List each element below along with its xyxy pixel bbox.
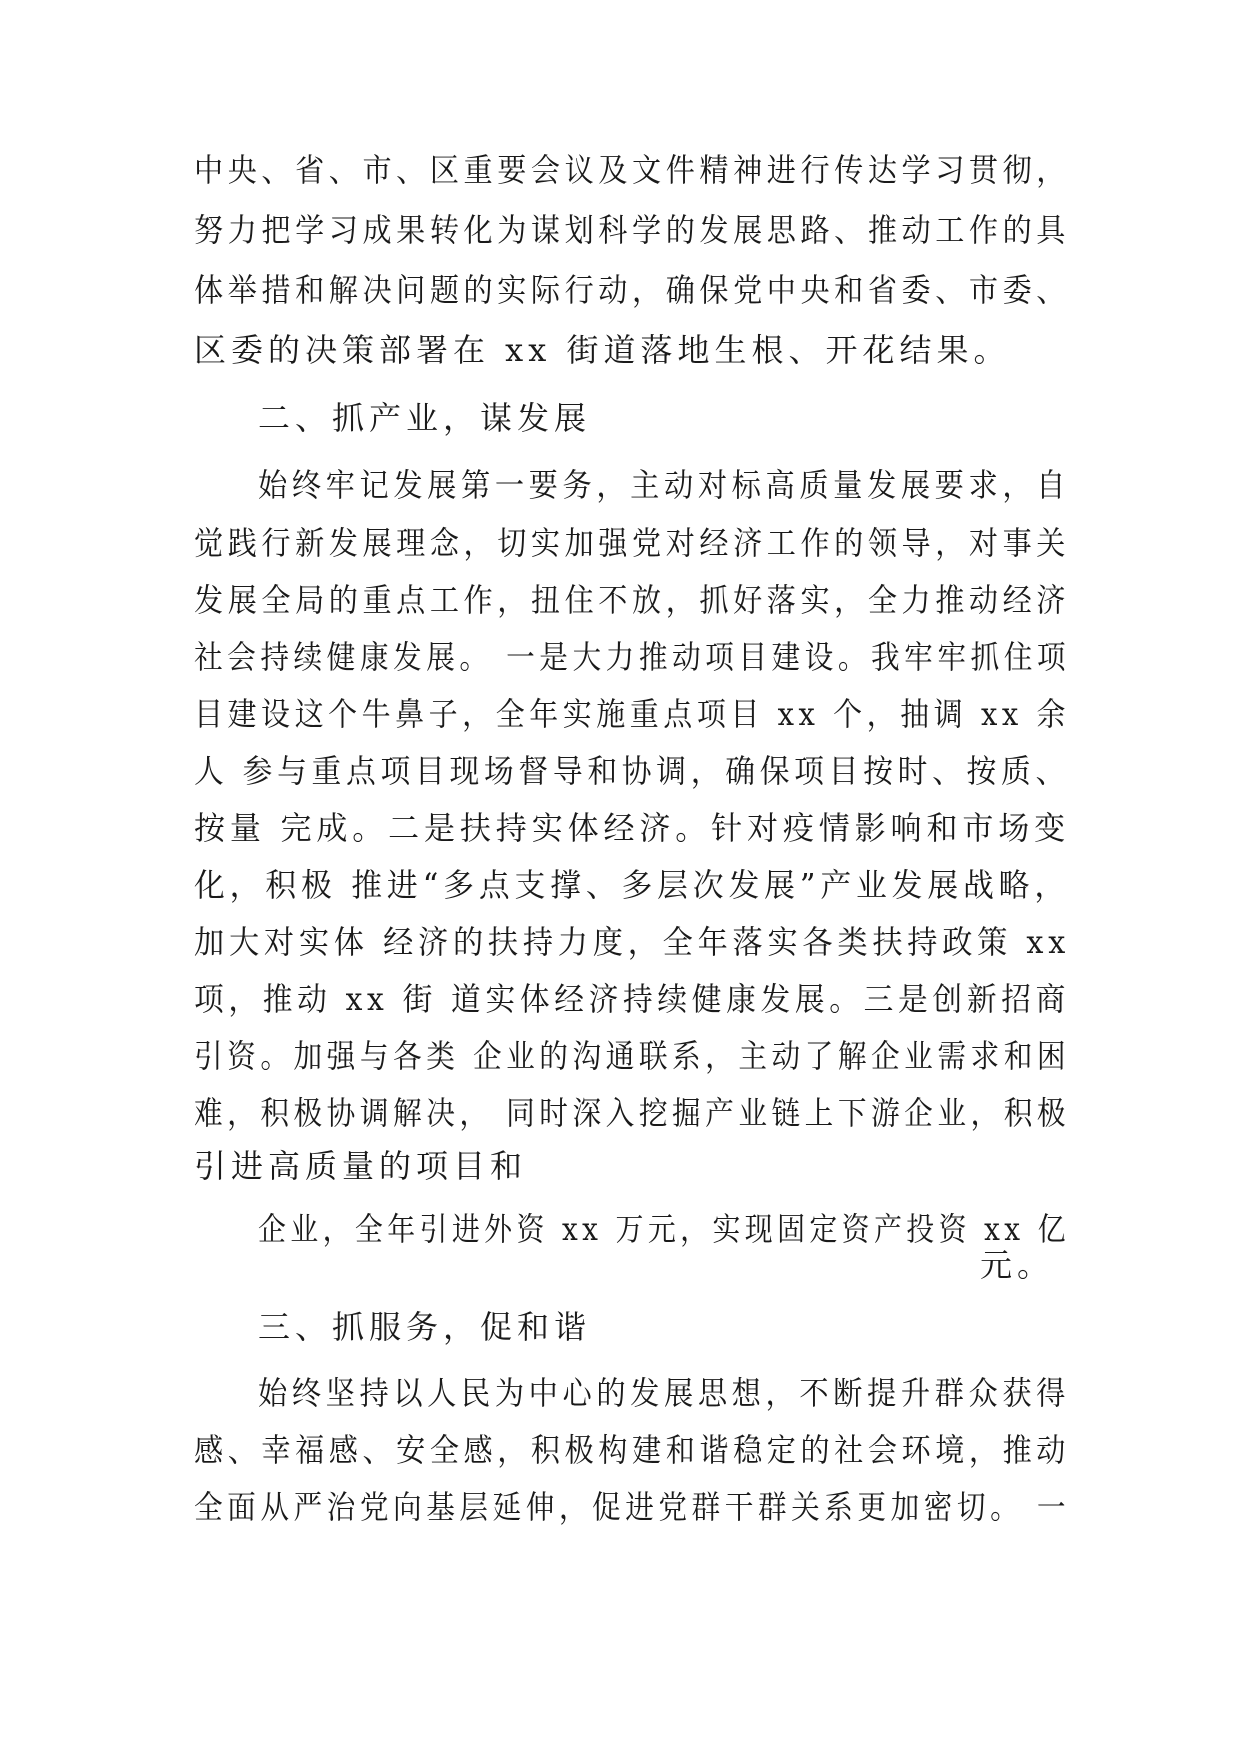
section-heading-2: 二、抓产业，谋发展	[258, 399, 592, 437]
text-line-7: 觉践行新发展理念，切实加强党对经济工作的领导，对事关	[194, 524, 1071, 562]
text-line-12: 按量 完成。二是扶持实体经济。针对疫情影响和市场变	[194, 809, 1071, 847]
text-line-17: 难，积极协调解决， 同时深入挖掘产业链上下游企业，积极	[194, 1094, 1071, 1132]
text-line-15: 项，推动 xx 街 道实体经济持续健康发展。三是创新招商	[194, 980, 1070, 1018]
text-line-2: 努力把学习成果转化为谋划科学的发展思路、推动工作的具	[194, 211, 1071, 249]
text-line-9: 社会持续健康发展。 一是大力推动项目建设。我牢牢抓住项	[194, 638, 1071, 676]
text-line-3: 体举措和解决问题的实际行动，确保党中央和省委、市委、	[194, 271, 1071, 309]
text-line-20: 元。	[979, 1246, 1054, 1284]
section-heading-3: 三、抓服务，促和谐	[258, 1308, 592, 1346]
text-line-10: 目建设这个牛鼻子，全年实施重点项目 xx 个，抽调 xx 余	[194, 695, 1071, 733]
text-line-22: 始终坚持以人民为中心的发展思想，不断提升群众获得	[258, 1374, 1071, 1412]
text-line-24: 全面从严治党向基层延伸，促进党群干群关系更加密切。 一	[194, 1488, 1071, 1526]
text-line-1: 中央、省、市、区重要会议及文件精神进行传达学习贯彻，	[194, 151, 1071, 189]
text-line-6: 始终牢记发展第一要务，主动对标高质量发展要求，自	[258, 466, 1071, 504]
text-line-8: 发展全局的重点工作，扭住不放，抓好落实，全力推动经济	[194, 581, 1071, 619]
text-line-11: 人 参与重点项目现场督导和协调，确保项目按时、按质、	[194, 752, 1070, 790]
text-line-19: 企业，全年引进外资 xx 万元，实现固定资产投资 xx 亿	[258, 1210, 1070, 1248]
text-line-4: 区委的决策部署在 xx 街道落地生根、开花结果。	[194, 331, 1011, 369]
text-line-13: 化，积极 推进“多点支撑、多层次发展”产业发展战略，	[194, 866, 1071, 904]
text-line-18: 引进高质量的项目和	[194, 1147, 528, 1185]
text-line-23: 感、幸福感、安全感，积极构建和谐稳定的社会环境，推动	[194, 1431, 1071, 1469]
text-line-14: 加大对实体 经济的扶持力度，全年落实各类扶持政策 xx	[194, 923, 1070, 961]
text-line-16: 引资。加强与各类 企业的沟通联系，主动了解企业需求和困	[194, 1037, 1071, 1075]
